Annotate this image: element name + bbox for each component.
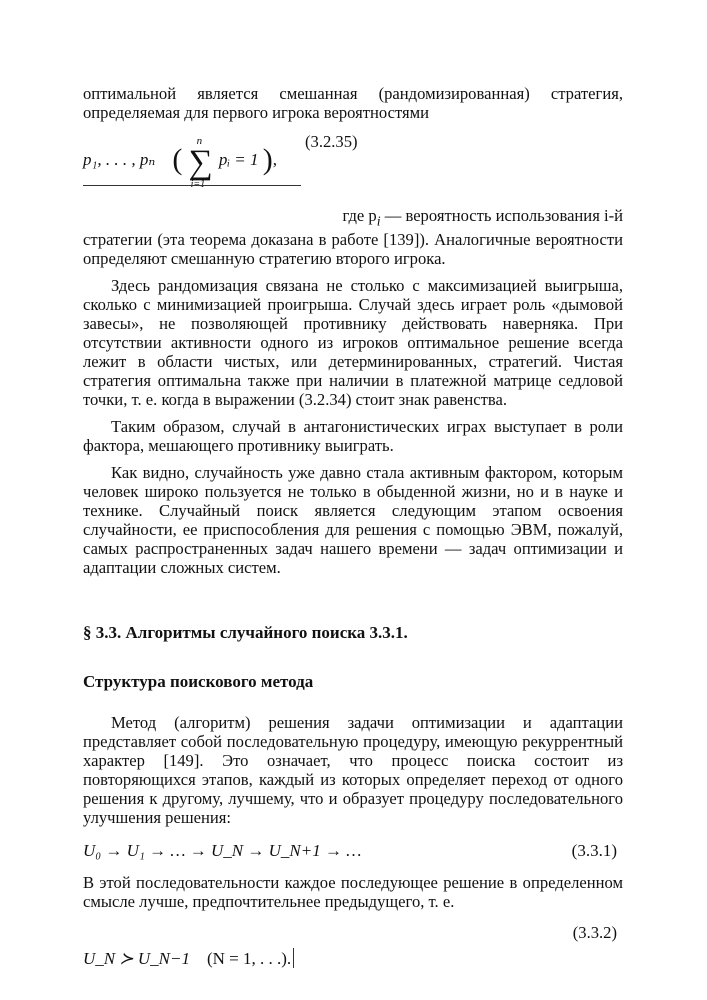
paragraph-randomization: Здесь рандомизация связана не столько с максимизацией выигрыша, сколько с минимизацией проигрыша. Случай здесь играет роль «дымовой завесы», не позволяющей противнику действовать наверняка. При отсутствии активности одного из игроков оптимальное решение всегда лежит в области чистых, или детерминированных, стратегий. Чистая стратегия оптимальна также при наличии в платежной матрице седловой точки, т. е. когда в выражении (3.2.34) стоит знак равенства. (83, 276, 623, 410)
equation-number-3-3-1: (3.3.1) (571, 841, 617, 861)
equation-number-3-3-2: (3.3.2) (572, 923, 617, 943)
formula-3-2-35-expression: p₁, . . . , pₙ ( n ∑ i=1 pᵢ = 1 ), (83, 146, 277, 180)
paragraph-where (83, 206, 623, 230)
subsection-heading: Структура поискового метода (83, 672, 314, 692)
equation-number-3-2-35: (3.2.35) (305, 132, 358, 151)
sum-upper-limit: n (196, 135, 203, 147)
formula-vars: p₁, . . . , pₙ (83, 150, 156, 169)
close-paren: ) (262, 143, 273, 176)
formula-preference: U_N ≻ U_N−1 (83, 949, 190, 969)
formula-3-2-35 (83, 126, 623, 206)
sum-lower-limit: i=1 (190, 179, 206, 190)
paragraph-intro: оптимальной является смешанная (рандомизированная) стратегия, определяемая для первого игрока вероятностями (83, 84, 623, 122)
formula-3-3-1 (83, 841, 623, 863)
footnote-rule (83, 185, 301, 186)
sum-symbol (187, 135, 215, 190)
formula-3-3-2 (83, 948, 623, 968)
paragraph-randomness: Как видно, случайность уже давно стала активным фактором, которым человек широко пользуется не только в обыденной жизни, но и в науке и технике. Случайный поиск является следующим этапом освоения случайности, ее приспособления для решения с помощью ЭВМ, пожалуй, самых распространенных задач нашего времени — задач оптимизации и адаптации сложных систем. (83, 463, 623, 578)
page-content (83, 84, 623, 968)
formula-condition: (N = 1, . . .). (206, 949, 292, 969)
where-text: где p (342, 206, 377, 225)
where-rest: — вероятность использования i-й (380, 206, 623, 225)
where-subscript: i (376, 213, 381, 229)
open-paren: ( (172, 143, 183, 176)
paragraph-conclusion: Таким образом, случай в антагонистических играх выступает в роли фактора, мешающего противнику выиграть. (83, 417, 623, 456)
paragraph-continued: стратегии (эта теорема доказана в работе [139]). Аналогичные вероятности определяют смешанную стратегию второго игрока. (83, 230, 623, 269)
paragraph-method: Метод (алгоритм) решения задачи оптимизации и адаптации представляет собой последовательную процедуру, имеющую рекуррентный характер [149]. Это означает, что процесс поиска состоит из повторяющихся этапов, каждый из которых определяет переход от одного решения к другому, лучшему, что и образует процедуру последовательного улучшения решения: (83, 713, 623, 828)
text-cursor (293, 948, 294, 968)
sum-body: pᵢ = 1 (218, 150, 259, 169)
section-heading: § 3.3. Алгоритмы случайного поиска 3.3.1. (83, 623, 408, 643)
paragraph-sequence: В этой последовательности каждое последующее решение в определенном смысле лучше, предпочтительнее предыдущего, т. е. (83, 873, 623, 912)
sigma-glyph: ∑ (188, 144, 213, 181)
formula-sequence: U₀ → U₁ → … → U_N → U_N+1 → … (83, 841, 362, 861)
